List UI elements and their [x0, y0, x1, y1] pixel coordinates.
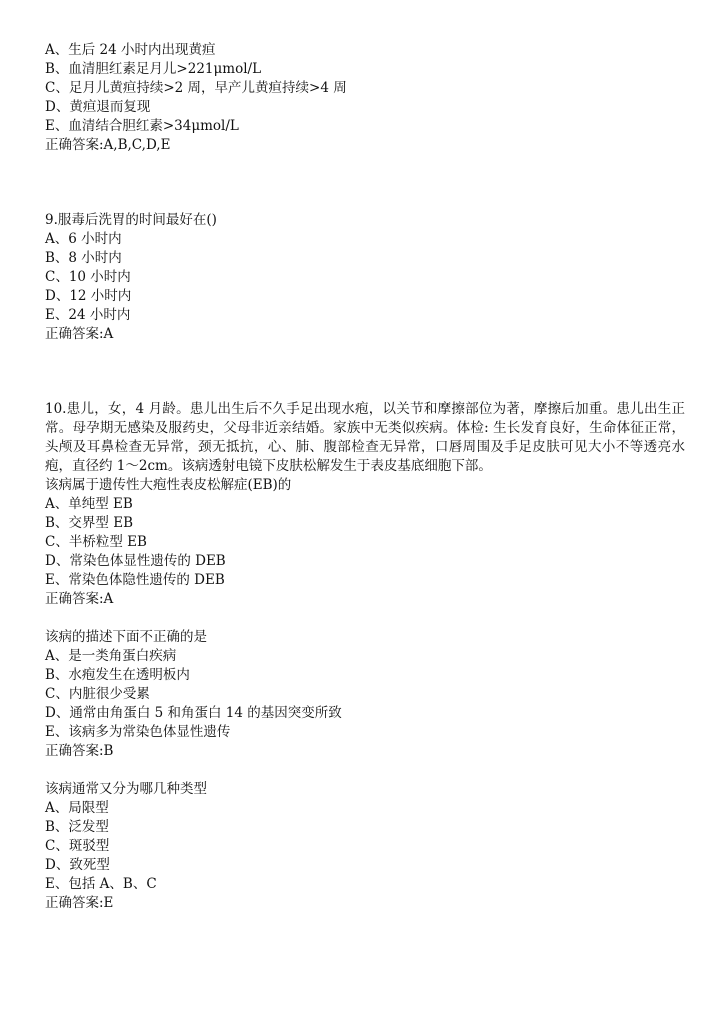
- option-e: E、常染色体隐性遗传的 DEB: [45, 572, 225, 588]
- option-c: C、斑驳型: [45, 838, 110, 854]
- option-a: A、6 小时内: [45, 231, 122, 247]
- option-e: E、该病多为常染色体显性遗传: [45, 724, 231, 740]
- spacer: [45, 155, 685, 211]
- option-a: A、是一类角蛋白疾病: [45, 648, 177, 664]
- question-block-1: [45, 41, 685, 155]
- question-stem: 该病属于遗传性大疱性表皮松解症(EB)的: [45, 477, 292, 493]
- option-d: D、12 小时内: [45, 288, 132, 304]
- option-b: B、交界型 EB: [45, 515, 133, 531]
- question-stem: 9.服毒后洗胃的时间最好在(): [45, 212, 217, 228]
- question-9: [45, 211, 685, 344]
- question-stem: 该病通常又分为哪几种类型: [45, 781, 207, 797]
- option-b: B、水疱发生在透明板内: [45, 667, 190, 683]
- question-10: [45, 400, 685, 913]
- option-e: E、包括 A、B、C: [45, 876, 157, 892]
- sub-question-1: [45, 476, 685, 609]
- sub-question-2: [45, 628, 685, 761]
- option-e: E、血清结合胆红素>34μmol/L: [45, 118, 239, 134]
- option-b: B、血清胆红素足月儿>221μmol/L: [45, 61, 262, 77]
- spacer: [45, 344, 685, 400]
- answer: 正确答案:E: [45, 895, 114, 911]
- answer: 正确答案:A: [45, 326, 114, 342]
- option-a: A、单纯型 EB: [45, 496, 133, 512]
- option-c: C、内脏很少受累: [45, 686, 150, 702]
- option-c: C、10 小时内: [45, 269, 131, 285]
- option-e: E、24 小时内: [45, 307, 131, 323]
- answer: 正确答案:A: [45, 591, 114, 607]
- option-c: C、半桥粒型 EB: [45, 534, 147, 550]
- spacer: [45, 609, 685, 628]
- question-stem: 该病的描述下面不正确的是: [45, 629, 207, 645]
- option-d: D、通常由角蛋白 5 和角蛋白 14 的基因突变所致: [45, 705, 342, 721]
- answer: 正确答案:A,B,C,D,E: [45, 137, 171, 153]
- spacer: [45, 761, 685, 780]
- sub-question-3: [45, 780, 685, 913]
- option-c: C、足月儿黄疸持续>2 周，早产儿黄疸持续>4 周: [45, 80, 347, 96]
- answer: 正确答案:B: [45, 743, 114, 759]
- option-a: A、局限型: [45, 800, 109, 816]
- option-b: B、泛发型: [45, 819, 109, 835]
- option-d: D、致死型: [45, 857, 110, 873]
- case-description: 10.患儿，女，4 月龄。患儿出生后不久手足出现水疱，以关节和摩擦部位为著，摩擦后加重。患儿出生正常。母孕期无感染及服药史，父母非近亲结婚。家族中无类似疾病。体检: 生长发育良好，生命体征正常，头颅及耳鼻检查无异常，颈无抵抗，心、肺、腹部检查无异常，口唇周围及手足皮肤可见大小不等透亮水疱，直径约 1～2cm。该病透射电镜下皮肤松解发生于表皮基底细胞下部。: [45, 401, 685, 474]
- option-a: A、生后 24 小时内出现黄疸: [45, 42, 216, 58]
- document-page: [45, 41, 685, 913]
- option-d: D、黄疸退而复现: [45, 99, 151, 115]
- option-b: B、8 小时内: [45, 250, 122, 266]
- option-d: D、常染色体显性遗传的 DEB: [45, 553, 226, 569]
